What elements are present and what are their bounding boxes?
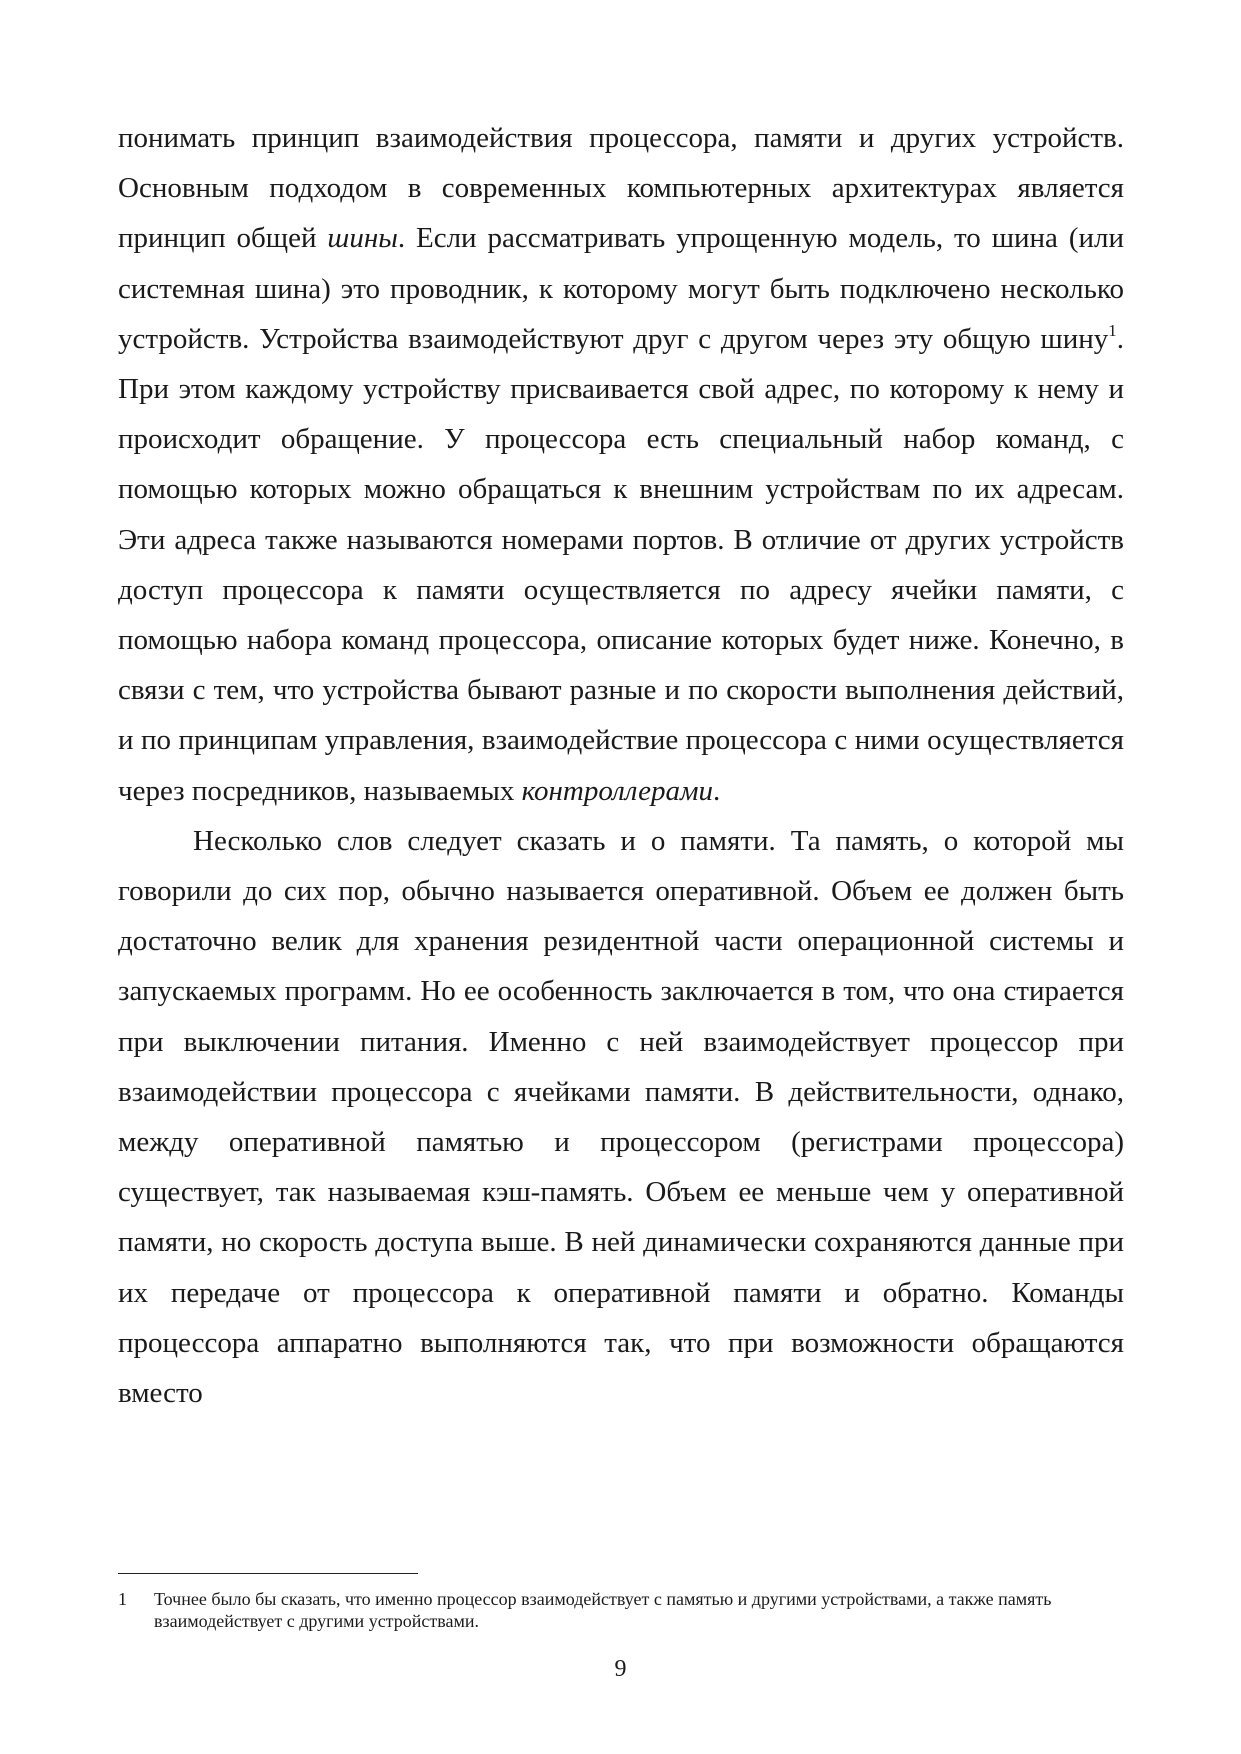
body-text [118, 113, 1124, 1418]
italic-term-bus: шины [327, 222, 398, 255]
paragraph-1-part-2: . Если рассматривать упрощенную модель, то шина (или системная шина) это проводник, к которому могут быть подключено несколько устройств. Устройства взаимодействуют друг с другом через эту общую шину [118, 222, 1125, 355]
page-number: 9 [614, 1656, 627, 1682]
paragraph-1 [118, 113, 1124, 816]
italic-term-controllers: контроллерами [521, 774, 714, 807]
footnote-number: 1 [118, 1589, 127, 1609]
paragraph-1-part-3: . При этом каждому устройству присваивается свой адрес, по которому к нему и происходит обращение. У процессора есть специальный набор команд, с помощью которых можно обращаться к внешним устройствам по их адресам. Эти адреса также называются номерами портов. В отличие от других устройств доступ процессора к памяти осуществляется по адресу ячейки памяти, с помощью набора команд процессора, описание которых будет ниже. Конечно, в связи с тем, что устройства бывают разные и по скорости выполнения действий, и по принципам управления, взаимодействие процессора с ними осуществляется через посредников, называемых [118, 322, 1124, 807]
footnote-reference[interactable]: 1 [1108, 320, 1117, 340]
paragraph-1-part-4: . [713, 774, 721, 807]
footnote [118, 1588, 1118, 1632]
footnote-text: Точнее было бы сказать, что именно процессор взаимодействует с памятью и другими устройствами, а также память взаимодействует с другими устройствами. [154, 1589, 1052, 1631]
paragraph-1-part-1: понимать принцип взаимодействия процессора, памяти и других устройств. Основным подходом в современных компьютерных архитектурах является принцип общей [118, 122, 1124, 255]
paragraph-2: Несколько слов следует сказать и о памяти. Та память, о которой мы говорили до сих пор, обычно называется оперативной. Объем ее должен быть достаточно велик для хранения резидентной части операционной системы и запускаемых программ. Но ее особенность заключается в том, что она стирается при выключении питания. Именно с ней взаимодействует процессор при взаимодействии процессора с ячейками памяти. В действительности, однако, между оперативной памятью и процессором (регистрами процессора) существует, так называемая кэш-память. Объем ее меньше чем у оперативной памяти, но скорость доступа выше. В ней динамически сохраняются данные при их передаче от процессора к оперативной памяти и обратно. Команды процессора аппаратно выполняются так, что при возможности обращаются вместо [118, 824, 1124, 1410]
footnote-divider [118, 1573, 418, 1574]
